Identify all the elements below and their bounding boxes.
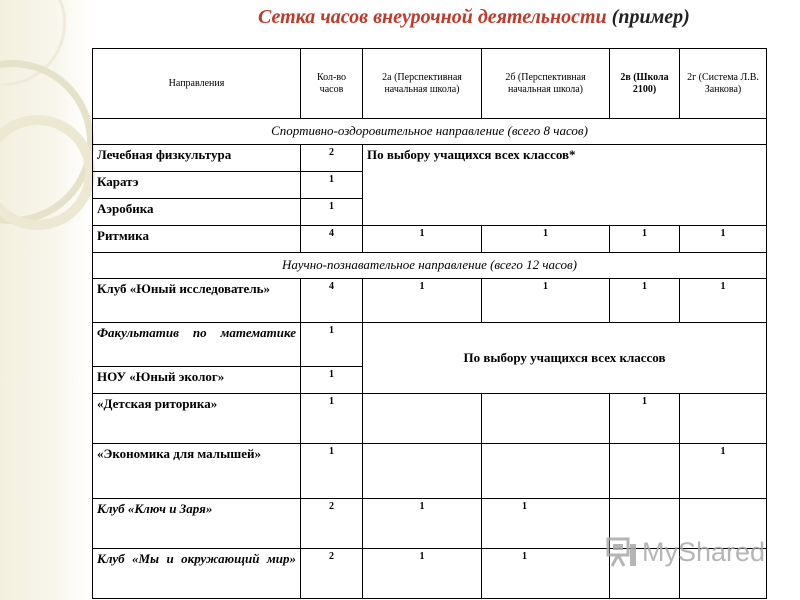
- row-name: «Детская риторика»: [93, 394, 301, 444]
- row-2g: 1: [680, 279, 767, 323]
- header-direction: Направления: [93, 49, 301, 119]
- watermark-text: MyShared: [642, 536, 766, 567]
- row-name: Ритмика: [93, 226, 301, 253]
- table-row: [93, 394, 767, 444]
- header-2g: 2г (Система Л.В. Занкова): [680, 49, 767, 119]
- row-hours: 1: [301, 367, 363, 394]
- row-2b: 1: [482, 279, 610, 323]
- row-name: Лечебная физкультура: [93, 145, 301, 172]
- row-name: НОУ «Юный эколог»: [93, 367, 301, 394]
- presentation-icon: [606, 536, 638, 568]
- row-2b: 1: [482, 549, 610, 599]
- table-row: [93, 145, 767, 172]
- row-name: Аэробика: [93, 199, 301, 226]
- row-2v: 1: [610, 279, 680, 323]
- page-title-main: Сетка часов внеурочной деятельности: [258, 6, 607, 28]
- row-2b: 1: [482, 499, 610, 549]
- row-hours: 1: [301, 323, 363, 367]
- row-2a: 1: [363, 499, 482, 549]
- table-row: [93, 279, 767, 323]
- schedule-table: [92, 48, 767, 599]
- row-hours: 2: [301, 145, 363, 172]
- row-2g: [680, 394, 767, 444]
- row-2a: [363, 444, 482, 499]
- row-2v: 1: [610, 394, 680, 444]
- table-row: [93, 444, 767, 499]
- row-name: «Экономика для малышей»: [93, 444, 301, 499]
- row-2a: 1: [363, 226, 482, 253]
- row-hours: 4: [301, 279, 363, 323]
- header-row: [93, 49, 767, 119]
- row-2b: [482, 444, 610, 499]
- table-row: [93, 226, 767, 253]
- header-hours: Кол-во часов: [301, 49, 363, 119]
- header-2v: 2в (Школа 2100): [610, 49, 680, 119]
- choice-note-science: По выбору учащихся всех классов: [363, 323, 767, 394]
- row-hours: 1: [301, 394, 363, 444]
- header-2b: 2б (Перспективная начальная школа): [482, 49, 610, 119]
- row-2v: 1: [610, 226, 680, 253]
- row-2a: 1: [363, 279, 482, 323]
- row-name: Клуб «Юный исследователь»: [93, 279, 301, 323]
- watermark: [606, 536, 765, 568]
- row-hours: 2: [301, 549, 363, 599]
- row-2v: [610, 444, 680, 499]
- section-row-sport: [93, 119, 767, 145]
- page-title: [258, 6, 690, 29]
- row-2g: 1: [680, 444, 767, 499]
- section-row-science: [93, 253, 767, 279]
- header-2a: 2а (Перспективная начальная школа): [363, 49, 482, 119]
- row-2b: 1: [482, 226, 610, 253]
- row-hours: 2: [301, 499, 363, 549]
- section-science-label: Научно-познавательное направление (всего 12 часов): [93, 253, 767, 279]
- row-name: Клуб «Ключ и Заря»: [93, 499, 301, 549]
- choice-note-sport: По выбору учащихся всех классов*: [363, 145, 767, 226]
- section-sport-label: Спортивно-оздоровительное направление (всего 8 часов): [93, 119, 767, 145]
- row-hours: 1: [301, 444, 363, 499]
- row-name: Клуб «Мы и окружающий мир»: [93, 549, 301, 599]
- row-name: Каратэ: [93, 172, 301, 199]
- row-2a: 1: [363, 549, 482, 599]
- row-hours: 1: [301, 199, 363, 226]
- row-2g: 1: [680, 226, 767, 253]
- row-2a: [363, 394, 482, 444]
- table-row: [93, 323, 767, 367]
- row-name: Факультатив по математике: [93, 323, 301, 367]
- left-decoration-panel: [0, 0, 92, 600]
- page-title-sub: (пример): [611, 6, 690, 28]
- row-hours: 4: [301, 226, 363, 253]
- row-2b: [482, 394, 610, 444]
- row-hours: 1: [301, 172, 363, 199]
